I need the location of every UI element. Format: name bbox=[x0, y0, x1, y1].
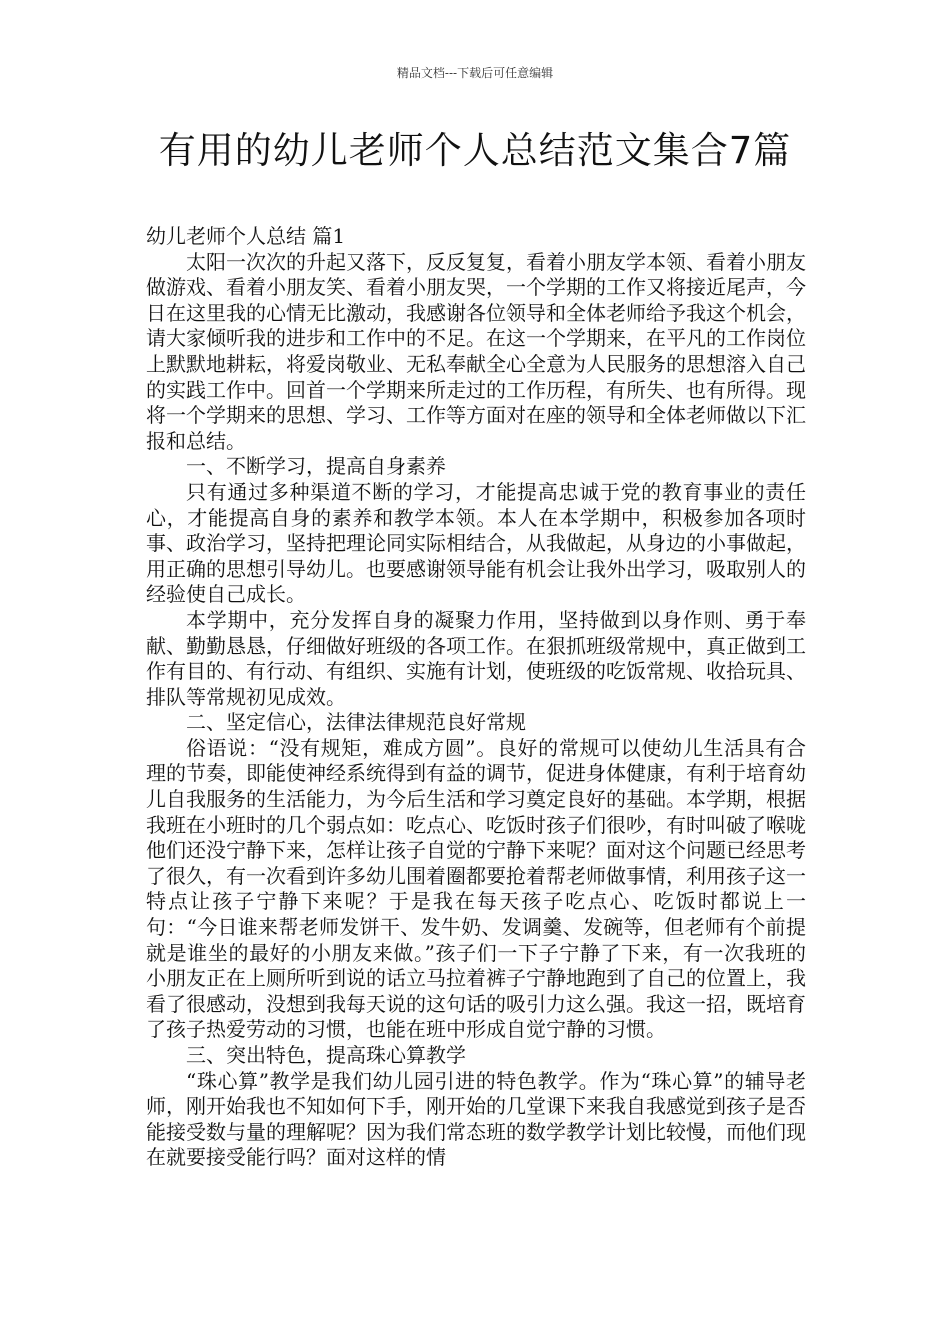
heading-abacus: 三、突出特色，提高珠心算教学 bbox=[186, 1043, 466, 1067]
paragraph-class-work: 本学期中，充分发挥自身的凝聚力作用，坚持做到以身作则、勇于奉献、勤勤恳恳，仔细做好班级的各项工作。在狠抓班级常规中，真正做到工作有目的、有行动、有组织、实施有计划，使班级的吃饭常规、收拾玩具、排队等常规初见成效。 bbox=[146, 607, 806, 709]
section-title: 幼儿老师个人总结 篇1 bbox=[146, 224, 346, 248]
heading-routine: 二、坚定信心，法律法律规范良好常规 bbox=[186, 710, 526, 735]
paragraph-abacus: “珠心算”教学是我们幼儿园引进的特色教学。作为“珠心算”的辅导老师，刚开始我也不知如何下手，刚开始的几堂课下来我自我感觉到孩子是否能接受数与量的理解呢？因为我们常态班的数学教学计划比较慢，而他们现在就要接受能行吗？面对这样的情 bbox=[146, 1068, 806, 1170]
page-header-note: 精品文档---下载后可任意编辑 bbox=[396, 66, 554, 80]
paragraph-study: 只有通过多种渠道不断的学习，才能提高忠诚于党的教育事业的责任心，才能提高自身的素养和教学本领。本人在本学期中，积极参加各项时事、政治学习，坚持把理论同实际相结合，从我做起，从身边的小事做起，用正确的思想引导幼儿。也要感谢领导能有机会让我外出学习，吸取别人的经验使自己成长。 bbox=[146, 479, 806, 607]
document-title: 有用的幼儿老师个人总结范文集合7篇 bbox=[158, 129, 792, 172]
document-body bbox=[146, 224, 806, 1171]
paragraph-intro: 太阳一次次的升起又落下，反反复复，看着小朋友学本领、看着小朋友做游戏、看着小朋友笑、看着小朋友哭，一个学期的工作又将接近尾声，今日在这里我的心情无比激动，我感谢各位领导和全体老师给予我这个机会，请大家倾听我的进步和工作中的不足。在这一个学期来，在平凡的工作岗位上默默地耕耘，将爱岗敬业、无私奉献全心全意为人民服务的思想溶入自己的实践工作中。回首一个学期来所走过的工作历程，有所失、也有所得。现将一个学期来的思想、学习、工作等方面对在座的领导和全体老师做以下汇报和总结。 bbox=[146, 249, 806, 453]
paragraph-routine: 俗语说：“没有规矩，难成方圆”。良好的常规可以使幼儿生活具有合理的节奏，即能使神经系统得到有益的调节，促进身体健康，有利于培育幼儿自我服务的生活能力，为今后生活和学习奠定良好的基础。本学期，根据我班在小班时的几个弱点如：吃点心、吃饭时孩子们很吵，有时叫破了喉咙他们还没宁静下来，怎样让孩子自觉的宁静下来呢？面对这个问题已经思考了很久，有一次看到许多幼儿围着圈都要抢着帮老师做事情，利用孩子这一特点让孩子宁静下来呢？于是我在每天孩子吃点心、吃饭时都说上一句：“今日谁来帮老师发饼干、发牛奶、发调羹、发碗等，但老师有个前提就是谁坐的最好的小朋友来做。”孩子们一下子宁静了下来，有一次我班的小朋友正在上厕所听到说的话立马拉着裤子宁静地跑到了自己的位置上，我看了很感动，没想到我每天说的这句话的吸引力这么强。我这一招，既培育了孩子热爱劳动的习惯，也能在班中形成自觉宁静的习惯。 bbox=[146, 735, 806, 1042]
heading-study: 一、不断学习，提高自身素养 bbox=[186, 454, 446, 479]
